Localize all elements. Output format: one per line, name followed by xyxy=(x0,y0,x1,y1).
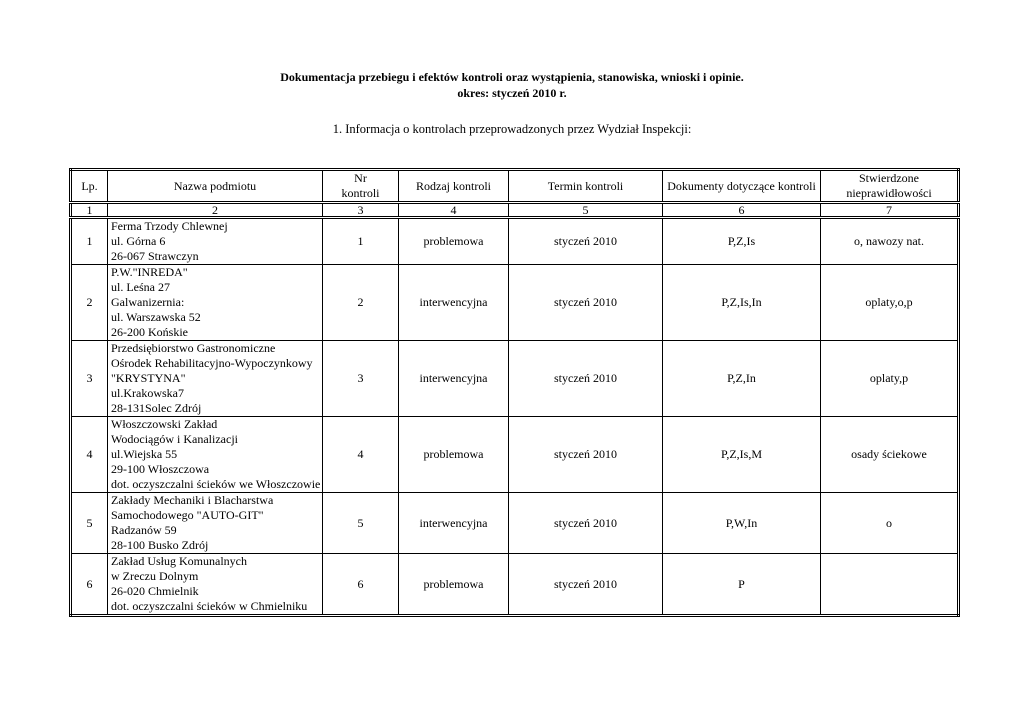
cell-nazwa-podmiotu xyxy=(108,218,323,265)
document-title: Dokumentacja przebiegu i efektów kontroli oraz wystąpienia, stanowiska, wnioski i opinie. xyxy=(280,70,744,84)
cell-dokumenty: P,W,In xyxy=(663,493,821,554)
cell-termin-kontroli: styczeń 2010 xyxy=(509,218,663,265)
cell-nazwa-podmiotu xyxy=(108,554,323,616)
cell-nazwa-podmiotu xyxy=(108,265,323,341)
nazwa-line: 28-100 Busko Zdrój xyxy=(111,538,209,552)
nazwa-line: dot. oczyszczalni ścieków we Włoszczowie xyxy=(111,477,321,491)
table-row xyxy=(71,493,959,554)
cell-dokumenty: P,Z,In xyxy=(663,341,821,417)
nazwa-line: 29-100 Włoszczowa xyxy=(111,462,210,476)
cell-dokumenty: P xyxy=(663,554,821,616)
cell-nazwa-podmiotu xyxy=(108,341,323,417)
cell-dokumenty: P,Z,Is xyxy=(663,218,821,265)
table-row xyxy=(71,265,959,341)
column-header-nazwa: Nazwa podmiotu xyxy=(108,170,323,203)
cell-nieprawidlowosci: osady ściekowe xyxy=(821,417,959,493)
nazwa-line: 28-131Solec Zdrój xyxy=(111,401,202,415)
cell-lp: 4 xyxy=(71,417,108,493)
nazwa-line: ul. Górna 6 xyxy=(111,234,166,248)
nazwa-line: Samochodowego "AUTO-GIT" xyxy=(111,508,264,522)
cell-nr-kontroli: 2 xyxy=(323,265,399,341)
nazwa-line: ul.Wiejska 55 xyxy=(111,447,178,461)
nazwa-line: ul. Leśna 27 xyxy=(111,280,170,294)
cell-nieprawidlowosci: oplaty,o,p xyxy=(821,265,959,341)
cell-termin-kontroli: styczeń 2010 xyxy=(509,493,663,554)
nazwa-line: "KRYSTYNA" xyxy=(111,371,186,385)
cell-nieprawidlowosci xyxy=(821,554,959,616)
nazwa-line: Wodociągów i Kanalizacji xyxy=(111,432,238,446)
nazwa-line: Ferma Trzody Chlewnej xyxy=(111,219,228,233)
column-number: 7 xyxy=(821,203,959,218)
column-header-lp: Lp. xyxy=(71,170,108,203)
nazwa-line: ul.Krakowska7 xyxy=(111,386,184,400)
cell-rodzaj-kontroli: problemowa xyxy=(399,218,509,265)
column-number: 2 xyxy=(108,203,323,218)
section-heading: 1. Informacja o kontrolach przeprowadzonych przez Wydział Inspekcji: xyxy=(332,122,692,136)
nazwa-line: Włoszczowski Zakład xyxy=(111,417,218,431)
table-row xyxy=(71,554,959,616)
cell-termin-kontroli: styczeń 2010 xyxy=(509,341,663,417)
cell-nr-kontroli: 4 xyxy=(323,417,399,493)
cell-nr-kontroli: 5 xyxy=(323,493,399,554)
cell-termin-kontroli: styczeń 2010 xyxy=(509,554,663,616)
column-header-termin: Termin kontroli xyxy=(509,170,663,203)
cell-nr-kontroli: 3 xyxy=(323,341,399,417)
table-row xyxy=(71,341,959,417)
nazwa-line: 26-067 Strawczyn xyxy=(111,249,199,263)
column-number: 3 xyxy=(323,203,399,218)
cell-nazwa-podmiotu xyxy=(108,417,323,493)
cell-lp: 5 xyxy=(71,493,108,554)
nazwa-line: dot. oczyszczalni ścieków w Chmielniku xyxy=(111,599,308,613)
column-header-dokumenty: Dokumenty dotyczące kontroli xyxy=(663,170,821,203)
nazwa-line: ul. Warszawska 52 xyxy=(111,310,201,324)
cell-nieprawidlowosci: o, nawozy nat. xyxy=(821,218,959,265)
nazwa-line: Przedsiębiorstwo Gastronomiczne xyxy=(111,341,276,355)
nazwa-line: w Zreczu Dolnym xyxy=(111,569,199,583)
column-number-row xyxy=(71,203,959,218)
cell-nr-kontroli: 1 xyxy=(323,218,399,265)
cell-dokumenty: P,Z,Is,In xyxy=(663,265,821,341)
nazwa-line: Zakład Usług Komunalnych xyxy=(111,554,247,568)
inspection-table xyxy=(69,168,960,617)
cell-rodzaj-kontroli: problemowa xyxy=(399,417,509,493)
column-header-nr: Nr kontroli xyxy=(323,170,399,203)
table-row xyxy=(71,218,959,265)
cell-rodzaj-kontroli: interwencyjna xyxy=(399,493,509,554)
cell-nieprawidlowosci: o xyxy=(821,493,959,554)
cell-lp: 3 xyxy=(71,341,108,417)
column-number: 4 xyxy=(399,203,509,218)
cell-nieprawidlowosci: oplaty,p xyxy=(821,341,959,417)
nazwa-line: Galwanizernia: xyxy=(111,295,185,309)
column-number: 6 xyxy=(663,203,821,218)
cell-termin-kontroli: styczeń 2010 xyxy=(509,265,663,341)
nazwa-line: Ośrodek Rehabilitacyjno-Wypoczynkowy xyxy=(111,356,313,370)
table-row xyxy=(71,417,959,493)
nazwa-line: 26-200 Końskie xyxy=(111,325,188,339)
cell-rodzaj-kontroli: problemowa xyxy=(399,554,509,616)
cell-nr-kontroli: 6 xyxy=(323,554,399,616)
column-header-nieprawidlowosci: Stwierdzone nieprawidłowości xyxy=(821,170,959,203)
cell-termin-kontroli: styczeń 2010 xyxy=(509,417,663,493)
cell-lp: 1 xyxy=(71,218,108,265)
nazwa-line: Radzanów 59 xyxy=(111,523,177,537)
document-period: okres: styczeń 2010 r. xyxy=(457,86,567,100)
cell-rodzaj-kontroli: interwencyjna xyxy=(399,265,509,341)
column-number: 1 xyxy=(71,203,108,218)
nazwa-line: 26-020 Chmielnik xyxy=(111,584,199,598)
column-header-rodzaj: Rodzaj kontroli xyxy=(399,170,509,203)
cell-lp: 2 xyxy=(71,265,108,341)
nazwa-line: P.W."INREDA" xyxy=(111,265,188,279)
cell-nazwa-podmiotu xyxy=(108,493,323,554)
column-number: 5 xyxy=(509,203,663,218)
nazwa-line: Zakłady Mechaniki i Blacharstwa xyxy=(111,493,274,507)
header-row xyxy=(71,170,959,203)
cell-rodzaj-kontroli: interwencyjna xyxy=(399,341,509,417)
cell-dokumenty: P,Z,Is,M xyxy=(663,417,821,493)
cell-lp: 6 xyxy=(71,554,108,616)
